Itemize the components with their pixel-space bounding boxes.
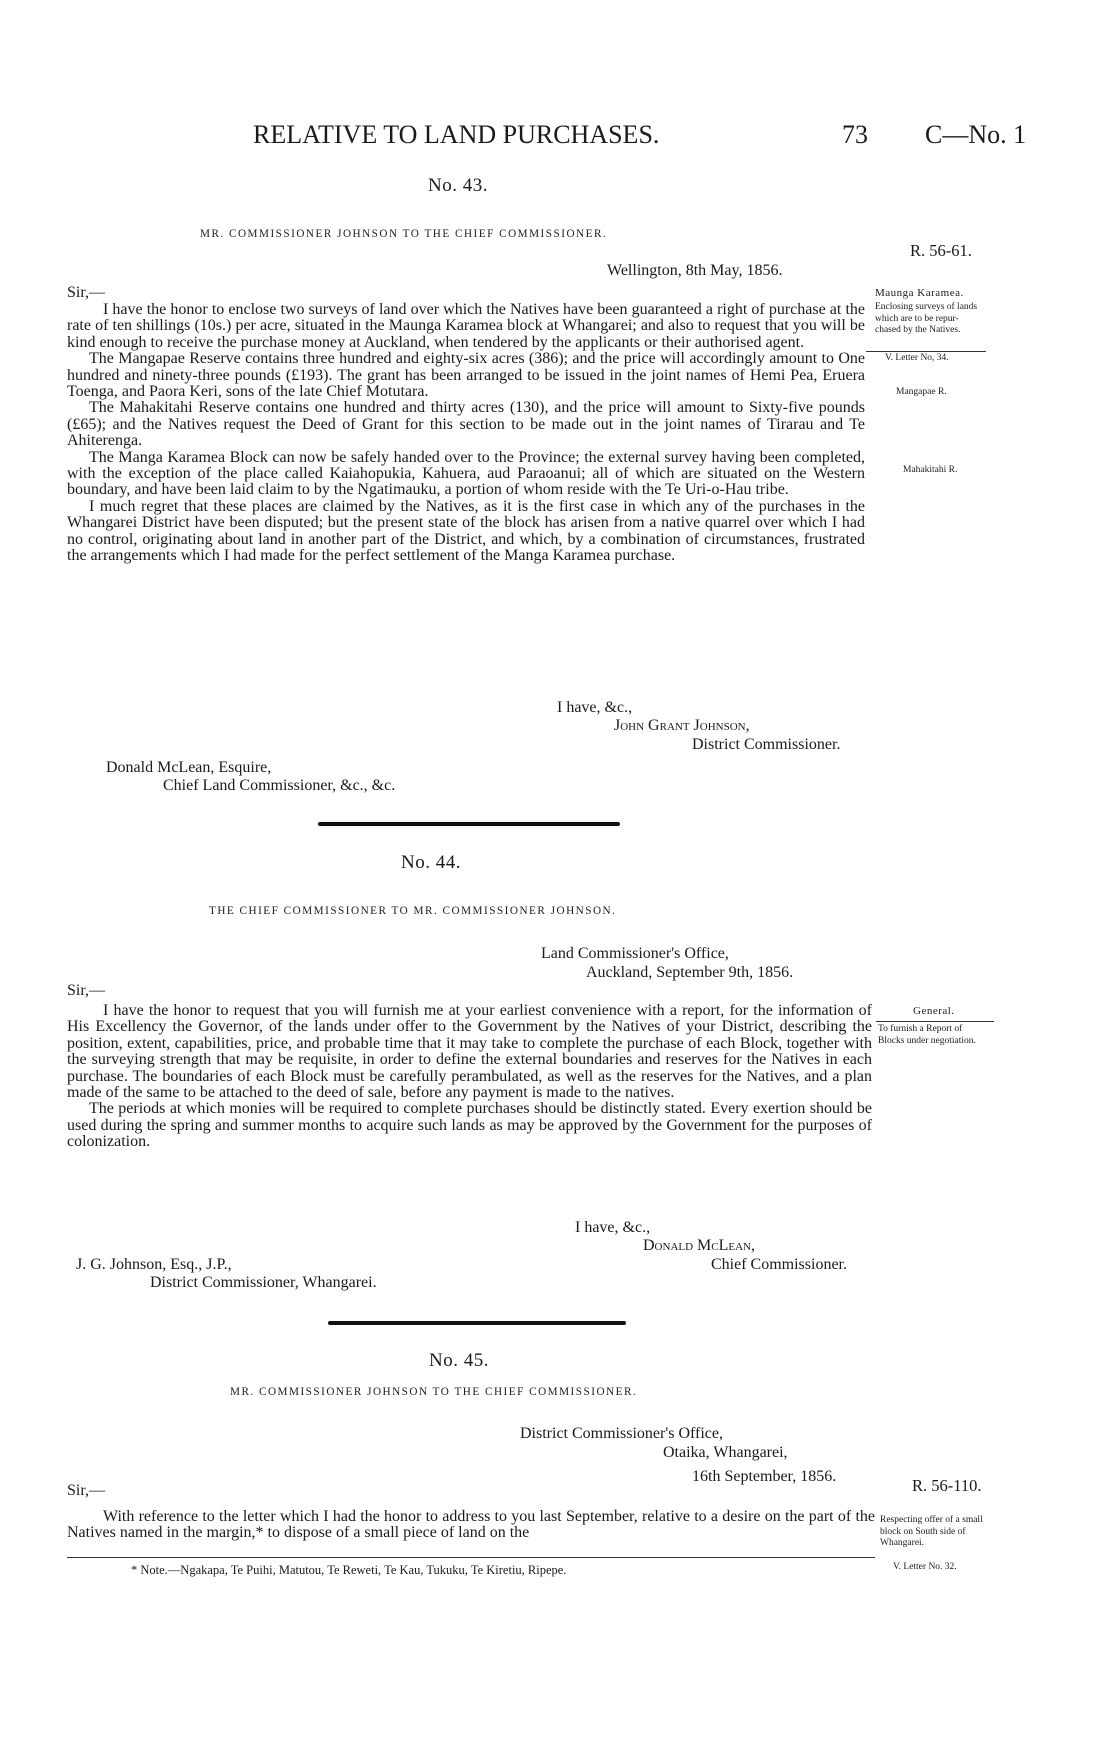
letter-44-heading: THE CHIEF COMMISSIONER TO MR. COMMISSIONER JOHNSON. — [209, 905, 617, 917]
letter-45-ref: R. 56-110. — [912, 1476, 982, 1495]
margin-44-title: General. — [913, 1005, 955, 1017]
margin-44-note — [878, 1024, 976, 1047]
letter-43-addressee-title: Chief Land Commissioner, &c., &c. — [163, 777, 396, 794]
letter-43-salutation: Sir,— — [67, 284, 106, 301]
footnote-divider — [67, 1557, 875, 1558]
margin-43-note-line: chased by the Natives. — [875, 325, 961, 335]
paragraph: I have the honor to enclose two surveys of land over which the Natives have been guaranteed a right of purchase at the rate of ten shillings (10s.) per acre, situated in the Maunga Karamea block at Whangarei; and also to request that you will be kind enough to receive the purchase money at Auckland, when tendered by the applicants or their authorised agent. — [67, 301, 865, 351]
margin-43-note-line: Enclosing surveys of lands — [875, 302, 978, 312]
section-divider — [318, 822, 620, 826]
letter-44-body — [67, 1003, 872, 1151]
letter-45-salutation: Sir,— — [67, 1482, 106, 1499]
margin-43-note — [875, 302, 977, 337]
paragraph: The periods at which monies will be required to complete purchases should be distinctly stated. Every exertion should be used during the spring and summer months to acquire such lands as may be approved by the Government for the purposes of colonization. — [67, 1100, 872, 1151]
letter-44-salutation: Sir,— — [67, 982, 106, 999]
margin-45-letter: V. Letter No. 32. — [893, 1562, 957, 1572]
margin-44-note-line: Blocks under negotiation. — [878, 1035, 976, 1046]
letter-43-place-date: Wellington, 8th May, 1856. — [607, 262, 783, 279]
paragraph: The Manga Karamea Block can now be safely handed over to the Province; the external survey having been completed, with the exception of the place called Kaiahopukia, Kahuera, aud Paraoanui; all of which are situated on the Western boundary, and have been laid claim to by the Ngatimauku, a portion of whom reside with the Te Uri-o-Hau tribe. — [67, 448, 865, 499]
letter-44-addressee-title: District Commissioner, Whangarei. — [150, 1274, 377, 1291]
margin-43-mangapae: Mangapae R. — [896, 387, 947, 397]
letter-45-heading: MR. COMMISSIONER JOHNSON TO THE CHIEF COMMISSIONER. — [230, 1386, 638, 1398]
paragraph: The Mangapae Reserve contains three hundred and eighty-six acres (386); and the price will accordingly amount to One hundred and ninety-three pounds (£193). The grant has been arranged to be issued in the joint names of Hemi Pea, Eruera Toenga, and Paora Keri, sons of the late Chief Motutara. — [67, 350, 865, 401]
letter-43-closing: I have, &c., — [557, 699, 633, 716]
letter-44-number: No. 44. — [401, 852, 461, 873]
paragraph: With reference to the letter which I had the honor to address to you last September, relative to a desire on the part of the Natives named in the margin,* to dispose of a small piece of land on the — [67, 1508, 875, 1542]
letter-45-body — [67, 1509, 875, 1542]
margin-43-letter: V. Letter No, 34. — [885, 353, 949, 363]
letter-43-signature: John Grant Johnson, — [614, 717, 750, 734]
letter-43-signature-title: District Commissioner. — [692, 736, 841, 753]
footnote: * Note.—Ngakapa, Te Puihi, Matutou, Te Reweti, Te Kau, Tukuku, Te Kiretiu, Ripepe. — [131, 1563, 567, 1577]
margin-44-note-line: To furnish a Report of — [878, 1024, 963, 1034]
paragraph: I much regret that these places are claimed by the Natives, as it is the first case in which any of the purchases in the Whangarei District have been disputed; but the present state of the block has arisen from a native quarrel over which I had no control, originating about land in another part of the District, and which, by a combination of circumstances, frustrated the arrangements which I had made for the perfect settlement of the Manga Karamea purchase. — [67, 497, 865, 565]
series-label: C—No. 1 — [925, 120, 1027, 149]
letter-44-signature-title: Chief Commissioner. — [711, 1256, 847, 1273]
letter-44-office: Land Commissioner's Office, — [541, 945, 729, 962]
letter-45-office: District Commissioner's Office, — [520, 1425, 724, 1442]
running-title: RELATIVE TO LAND PURCHASES. — [253, 120, 660, 149]
letter-45-date: 16th September, 1856. — [692, 1468, 837, 1485]
letter-44-closing: I have, &c., — [575, 1219, 651, 1236]
letter-43-body — [67, 302, 865, 565]
letter-45-place: Otaika, Whangarei, — [663, 1444, 788, 1461]
letter-44-addressee: J. G. Johnson, Esq., J.P., — [76, 1256, 232, 1273]
section-divider — [328, 1321, 626, 1325]
letter-45-number: No. 45. — [429, 1350, 489, 1371]
page-number: 73 — [842, 120, 868, 149]
letter-44-signature: Donald McLean, — [643, 1237, 755, 1254]
letter-43-addressee: Donald McLean, Esquire, — [106, 759, 272, 776]
margin-45-note — [880, 1515, 983, 1550]
margin-44-divider — [876, 1021, 994, 1022]
letter-44-place-date: Auckland, September 9th, 1856. — [586, 964, 794, 981]
letter-43-ref: R. 56-61. — [910, 241, 972, 260]
letter-43-heading: MR. COMMISSIONER JOHNSON TO THE CHIEF COMMISSIONER. — [200, 228, 608, 240]
margin-43-note-line: which are to be repur- — [875, 313, 959, 324]
margin-43-mahakitahi: Mahakitahi R. — [903, 465, 958, 475]
paragraph: I have the honor to request that you will furnish me at your earliest convenience with a report, for the information of His Excellency the Governor, of the lands under offer to the Government by the Natives of your District, describing the position, extent, capabilities, price, and probable time that it may take to complete the purchase of each Block, together with the surveying strength that may be requisite, in order to define the external boundaries and reserves for the Natives in each purchase. The boundaries of each Block must be carefully perambulated, as well as the reserves for the Natives, and a plan made of the same to be attached to the deed of sale, before any payment is made to the natives. — [67, 1002, 872, 1102]
paragraph: The Mahakitahi Reserve contains one hundred and thirty acres (130), and the price will amount to Sixty-five pounds (£65); and the Natives request the Deed of Grant for this section to be made out in the joint names of Tirarau and Te Ahiterenga. — [67, 399, 865, 450]
margin-45-note-line: block on South side of — [880, 1526, 966, 1537]
margin-43-divider — [866, 351, 986, 352]
margin-45-note-line: Whangarei. — [880, 1538, 925, 1548]
letter-43-number: No. 43. — [428, 175, 488, 196]
margin-45-note-line: Respecting offer of a small — [880, 1515, 983, 1525]
margin-43-title: Maunga Karamea. — [875, 287, 964, 299]
